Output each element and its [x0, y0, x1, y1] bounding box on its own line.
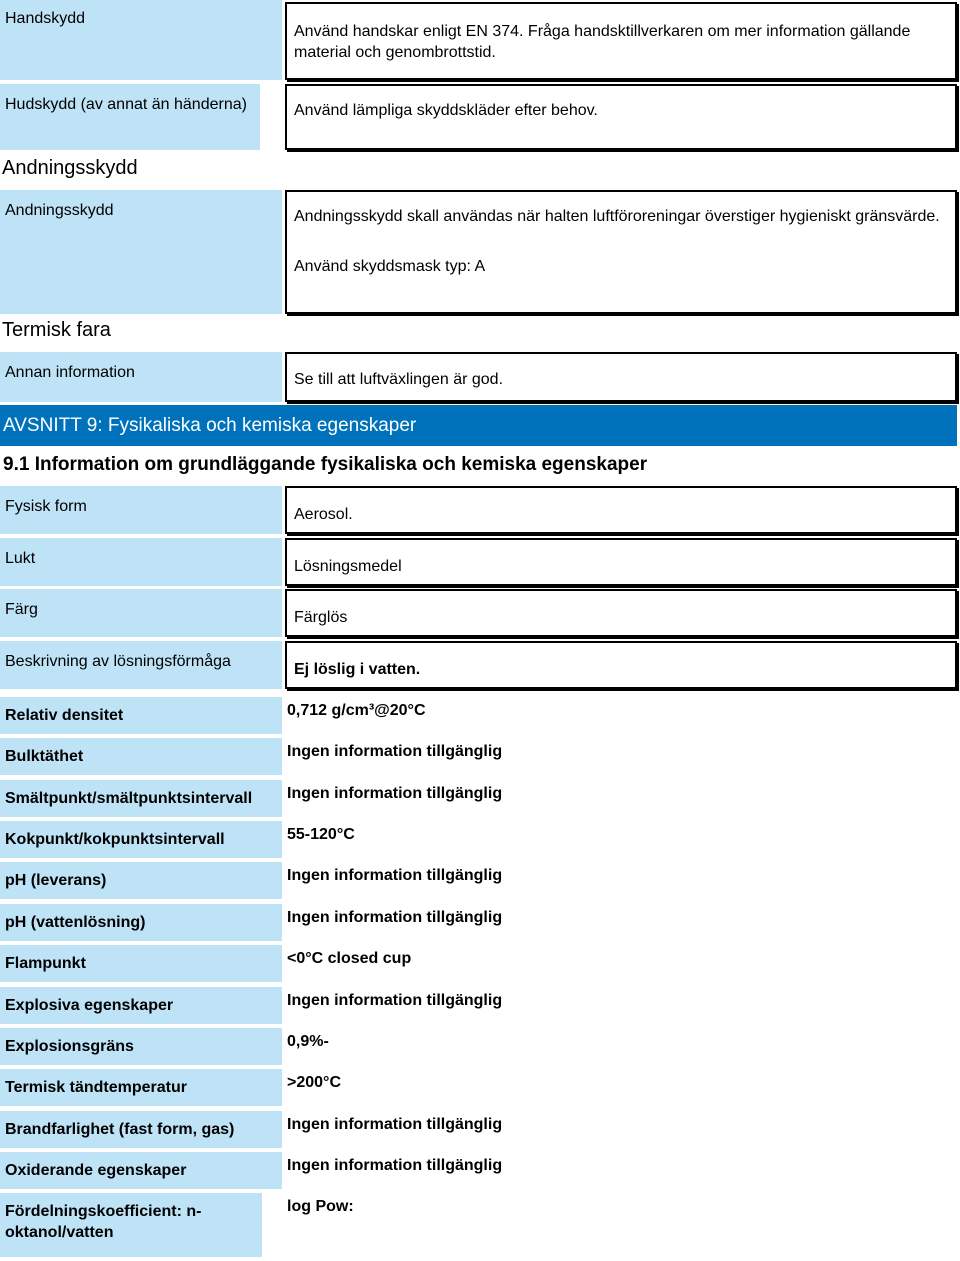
property-value: log Pow:	[287, 1198, 354, 1215]
property-value: Lösningsmedel	[285, 538, 957, 586]
property-value: Ingen information tillgänglig	[287, 1116, 503, 1133]
property-label: pH (leverans)	[0, 862, 282, 899]
other-info-label: Annan information	[0, 352, 282, 402]
property-value: 55-120°C	[287, 826, 355, 843]
property-label: Explosionsgräns	[0, 1028, 282, 1065]
respiratory-value-2: Använd skyddsmask typ: A	[294, 258, 486, 275]
property-value: Ingen information tillgänglig	[287, 785, 503, 802]
section-9-1-heading: 9.1 Information om grundläggande fysikaliska och kemiska egenskaper	[3, 454, 648, 475]
property-label: pH (vattenlösning)	[0, 904, 282, 941]
property-label: Kokpunkt/kokpunktsintervall	[0, 821, 282, 858]
property-value: <0°C closed cup	[287, 950, 412, 967]
respiratory-heading: Andningsskydd	[2, 157, 138, 179]
respiratory-value-1: Andningsskydd skall användas när halten luftföroreningar överstiger hygieniskt gränsvärde.	[294, 208, 940, 225]
skin-protection-label: Hudskydd (av annat än händerna)	[0, 84, 260, 150]
property-label: Bulktäthet	[0, 738, 282, 775]
property-value: >200°C	[287, 1074, 341, 1091]
respiratory-label: Andningsskydd	[0, 190, 282, 314]
thermal-hazard-heading: Termisk fara	[2, 319, 111, 341]
property-value: Ingen information tillgänglig	[287, 992, 503, 1009]
property-value: Ingen information tillgänglig	[287, 867, 503, 884]
property-value: 0,712 g/cm³@20°C	[287, 702, 426, 719]
property-label: Färg	[0, 589, 282, 637]
property-label: Fördelningskoefficient: n-oktanol/vatten	[0, 1193, 262, 1257]
property-label: Lukt	[0, 538, 282, 586]
skin-protection-value: Använd lämpliga skyddskläder efter behov.	[285, 84, 957, 150]
property-value: 0,9%-	[287, 1033, 329, 1050]
property-label: Oxiderande egenskaper	[0, 1152, 282, 1189]
property-label: Smältpunkt/smältpunktsintervall	[0, 780, 282, 817]
property-value: Ingen information tillgänglig	[287, 909, 503, 926]
property-value: Aerosol.	[285, 486, 957, 534]
property-label: Beskrivning av lösningsförmåga	[0, 641, 282, 689]
property-label: Brandfarlighet (fast form, gas)	[0, 1111, 282, 1148]
property-label: Fysisk form	[0, 486, 282, 534]
property-value: Ej löslig i vatten.	[285, 641, 957, 689]
property-label: Termisk tändtemperatur	[0, 1069, 282, 1106]
hand-protection-value: Använd handskar enligt EN 374. Fråga handsktillverkaren om mer information gällande material och genombrottstid.	[285, 2, 957, 80]
property-value: Ingen information tillgänglig	[287, 743, 503, 760]
property-label: Flampunkt	[0, 945, 282, 982]
hand-protection-label: Handskydd	[0, 0, 282, 80]
property-value: Färglös	[285, 589, 957, 637]
property-label: Relativ densitet	[0, 697, 282, 734]
respiratory-value	[285, 190, 957, 314]
property-label: Explosiva egenskaper	[0, 987, 282, 1024]
section-9-banner: AVSNITT 9: Fysikaliska och kemiska egenskaper	[0, 405, 957, 446]
other-info-value: Se till att luftväxlingen är god.	[285, 352, 957, 402]
property-value: Ingen information tillgänglig	[287, 1157, 503, 1174]
